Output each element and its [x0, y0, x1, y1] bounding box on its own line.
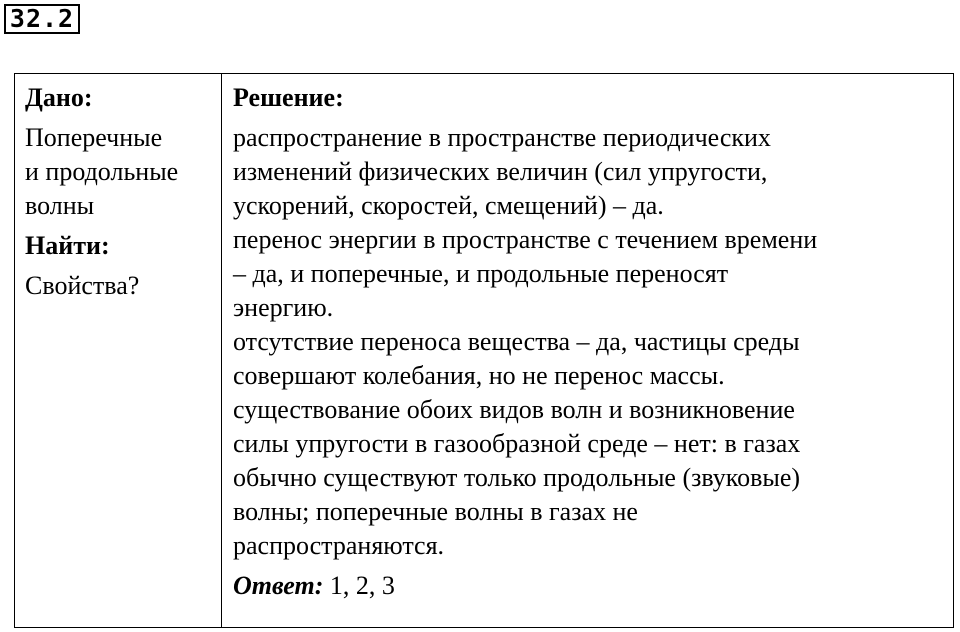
given-heading: Дано: [25, 83, 93, 112]
answer-label: Ответ: [233, 571, 324, 600]
given-line: и продольные [25, 157, 179, 186]
solution-line: распространение в пространстве периодических [233, 123, 771, 152]
solution-line: энергию. [233, 293, 334, 322]
solution-table [14, 73, 954, 628]
given-line: волны [25, 191, 95, 220]
answer [233, 569, 953, 603]
given-column [15, 74, 222, 627]
find-heading: Найти: [25, 231, 110, 260]
solution-line: совершают колебания, но не перенос массы. [233, 361, 725, 390]
solution-line: перенос энергии в пространстве с течением времени [233, 225, 818, 254]
problem-number: 32.2 [4, 4, 80, 34]
answer-value: 1, 2, 3 [329, 571, 395, 600]
solution-heading: Решение: [233, 83, 344, 112]
solution-line: существование обоих видов волн и возникновение [233, 395, 795, 424]
solution-line: обычно существуют только продольные (звуковые) [233, 463, 801, 492]
solution-line: отсутствие переноса вещества – да, частицы среды [233, 327, 800, 356]
solution-line: распространяются. [233, 531, 445, 560]
given-line: Поперечные [25, 123, 163, 152]
find-text: Свойства? [25, 271, 140, 300]
solution-column [222, 74, 953, 627]
solution-line: ускорений, скоростей, смещений) – да. [233, 191, 664, 220]
solution-line: силы упругости в газообразной среде – нет: в газах [233, 429, 801, 458]
given-text [25, 121, 221, 223]
solution-line: волны; поперечные волны в газах не [233, 497, 638, 526]
solution-line: изменений физических величин (сил упругости, [233, 157, 768, 186]
solution-line: – да, и поперечные, и продольные переносят [233, 259, 729, 288]
